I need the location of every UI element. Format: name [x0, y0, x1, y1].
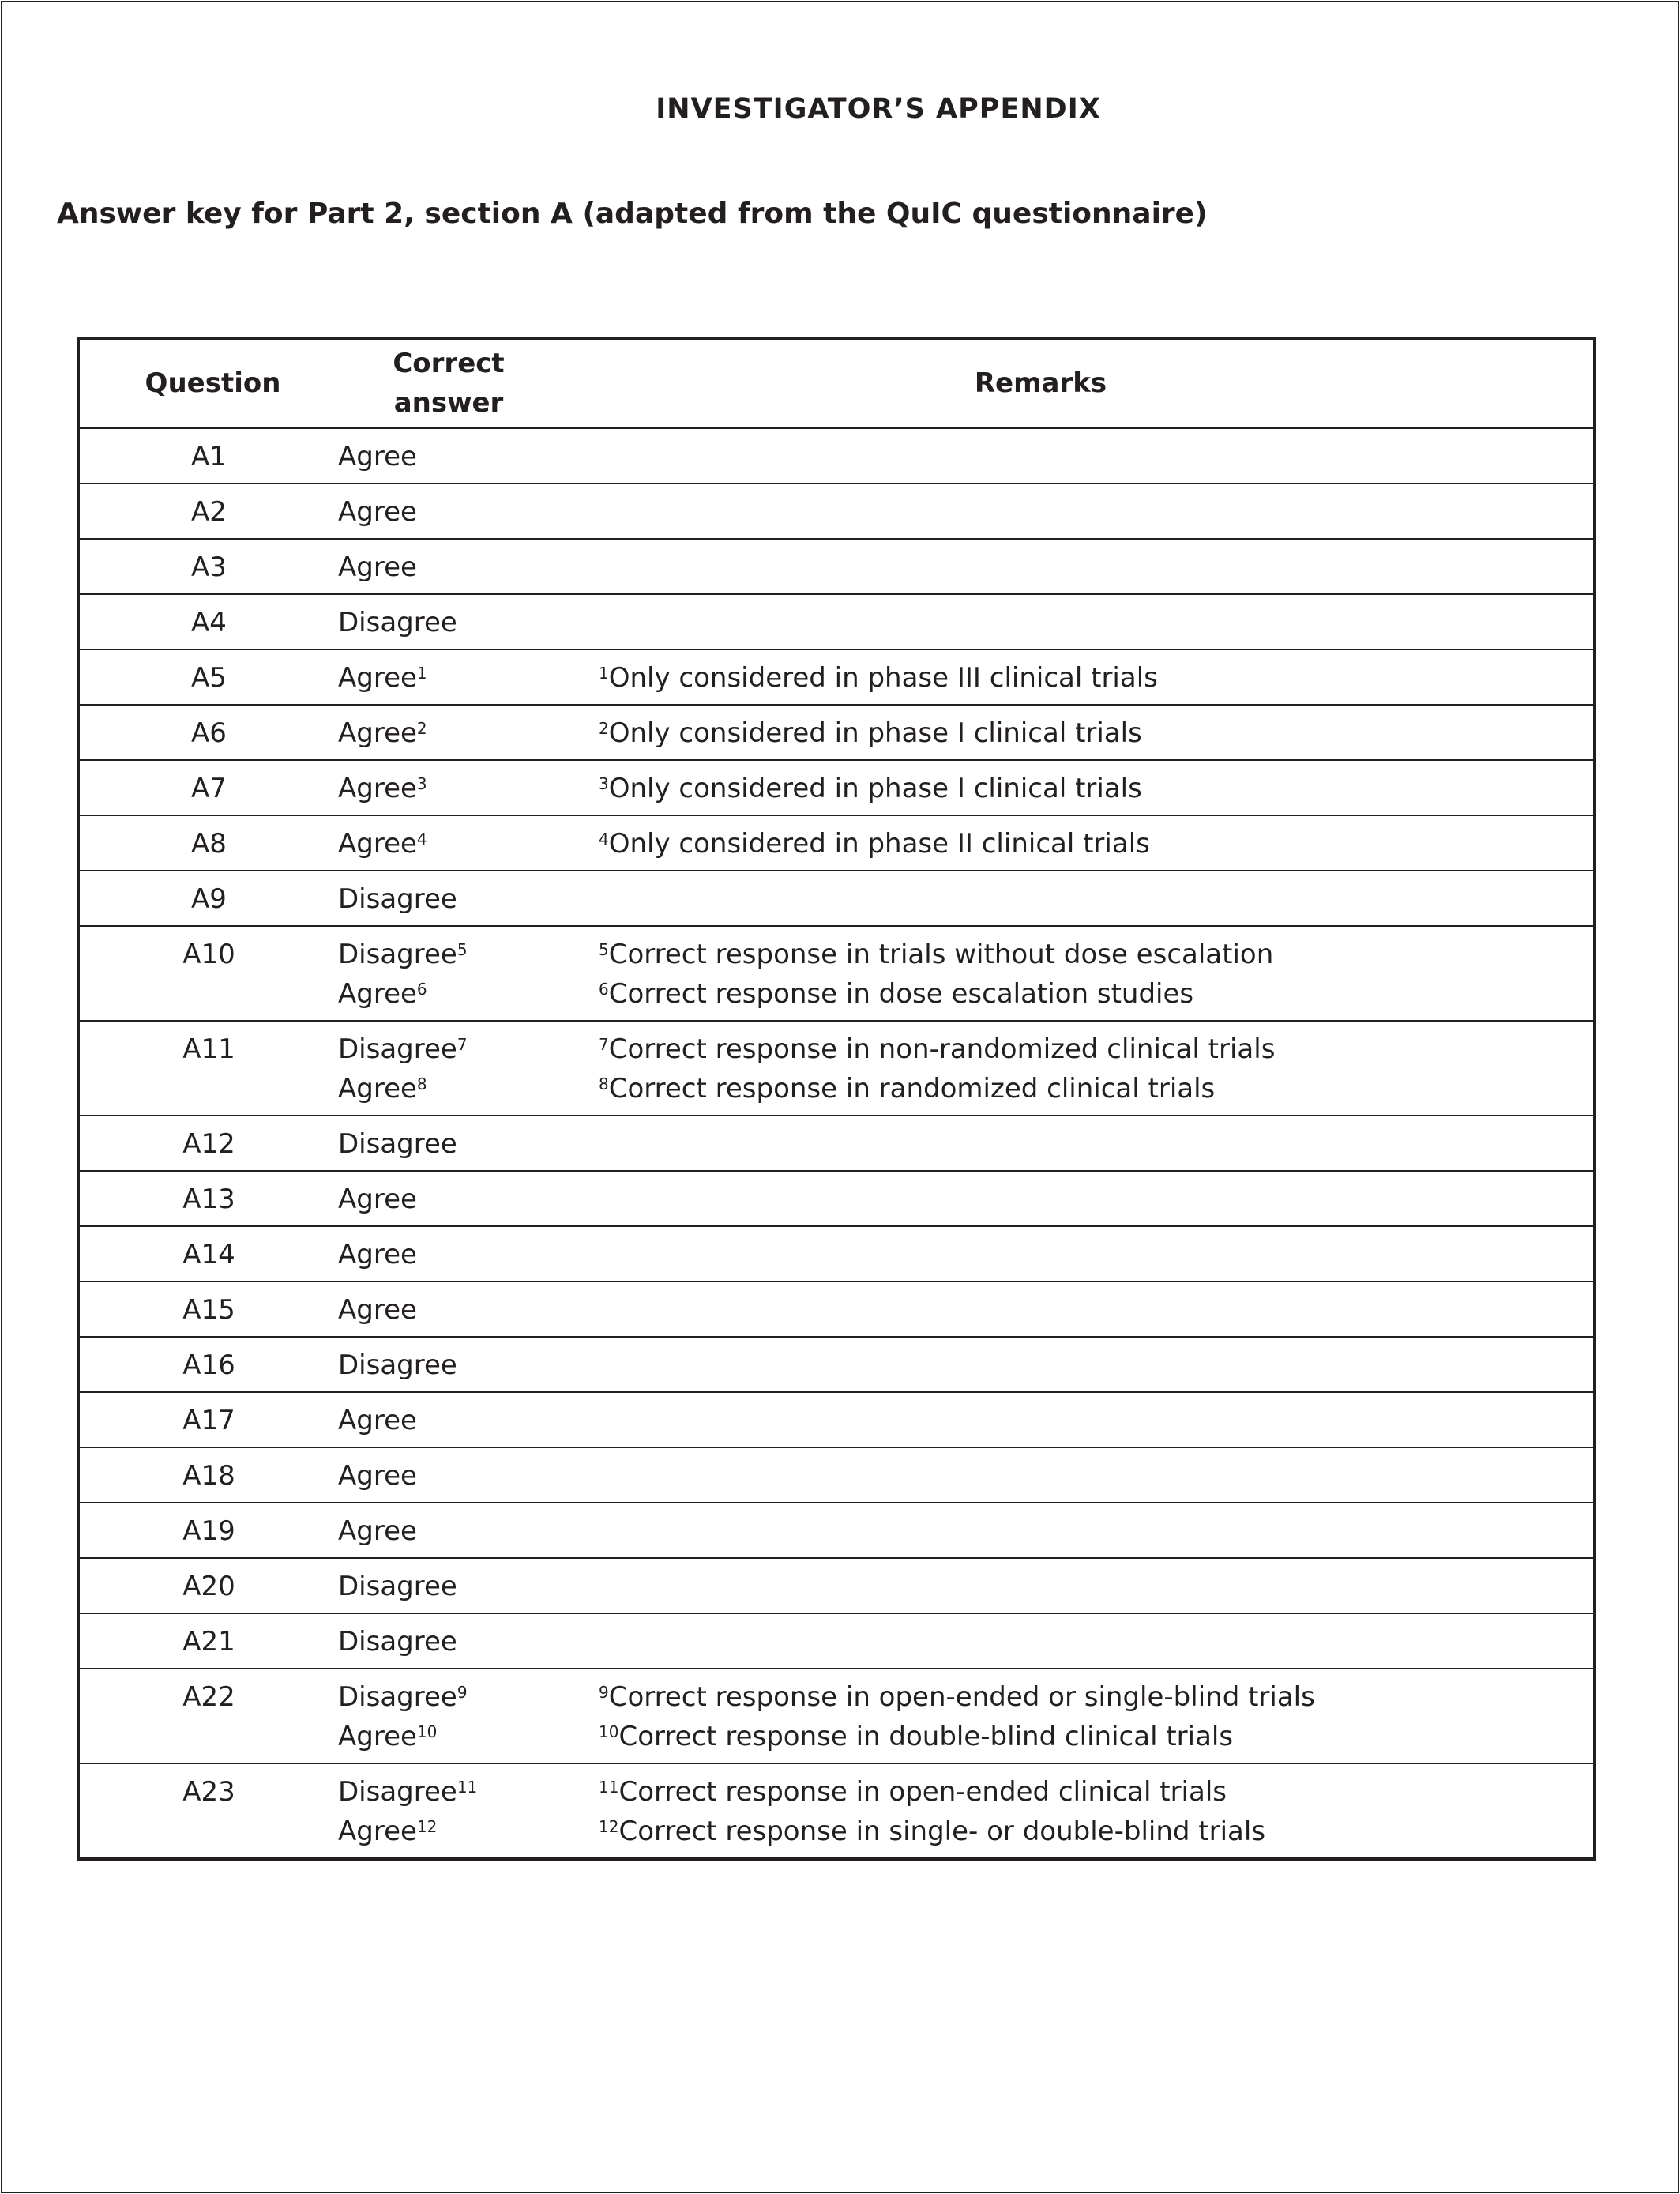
remarks-cell: [599, 1447, 1595, 1503]
table-row: [78, 1392, 1595, 1447]
remarks-cell: [599, 871, 1595, 926]
answer-line: [338, 935, 599, 974]
table-row: [78, 1171, 1595, 1226]
table-row: [78, 539, 1595, 594]
question-cell: A1: [78, 428, 338, 484]
answer-line: [338, 1812, 599, 1851]
question-cell: A15: [78, 1281, 338, 1337]
footnote-marker: 12: [416, 1817, 438, 1836]
answer-text: Agree: [338, 662, 417, 694]
answer-cell: [338, 871, 599, 926]
footnote-marker: 5: [457, 940, 468, 959]
answer-line: [338, 603, 599, 642]
question-cell: A12: [78, 1116, 338, 1171]
remarks-cell: [599, 594, 1595, 649]
question-cell: A4: [78, 594, 338, 649]
footnote-marker: 3: [599, 774, 609, 793]
answer-text: Agree: [338, 1721, 417, 1752]
question-cell: A8: [78, 815, 338, 871]
answer-text: Agree: [338, 496, 417, 528]
remark-text: Correct response in single- or double-blind trials: [618, 1816, 1266, 1847]
remark-text: Only considered in phase I clinical trials: [608, 773, 1142, 804]
answer-line: [338, 1456, 599, 1496]
answer-line: [338, 1511, 599, 1551]
remark-line: [599, 1029, 1593, 1069]
remarks-cell: [599, 760, 1595, 815]
remark-text: Only considered in phase III clinical trials: [608, 662, 1158, 694]
table-row: [78, 1281, 1595, 1337]
remark-text: Correct response in dose escalation studies: [608, 978, 1194, 1010]
footnote-marker: 4: [416, 830, 427, 849]
header-correct-answer: [338, 338, 599, 428]
answer-line: [338, 1772, 599, 1812]
remarks-cell: [599, 1281, 1595, 1337]
remarks-cell: [599, 1613, 1595, 1669]
remarks-cell: [599, 1337, 1595, 1392]
header-remarks: Remarks: [599, 338, 1595, 428]
answer-line: [338, 1677, 599, 1717]
table-row: [78, 484, 1595, 539]
question-cell: A6: [78, 705, 338, 760]
remarks-cell: [599, 539, 1595, 594]
answer-cell: [338, 1281, 599, 1337]
answer-cell: [338, 1763, 599, 1859]
remark-line: [599, 658, 1593, 698]
answer-text: Agree: [338, 1294, 417, 1326]
question-cell: A10: [78, 926, 338, 1021]
remark-line: [599, 1812, 1593, 1851]
question-cell: A22: [78, 1669, 338, 1763]
answer-line: [338, 1345, 599, 1385]
table-row: [78, 815, 1595, 871]
header-question: Question: [78, 338, 338, 428]
table-row: [78, 705, 1595, 760]
answer-line: [338, 437, 599, 476]
question-cell: A21: [78, 1613, 338, 1669]
remark-text: Correct response in randomized clinical trials: [608, 1073, 1216, 1105]
answer-cell: [338, 428, 599, 484]
footnote-marker: 2: [599, 719, 609, 738]
answer-text: Disagree: [338, 939, 457, 970]
answer-cell: [338, 539, 599, 594]
footnote-marker: 7: [599, 1035, 609, 1054]
footnote-marker: 10: [599, 1722, 619, 1741]
answer-line: [338, 1069, 599, 1108]
header-answer-line2: answer: [393, 387, 504, 419]
remarks-cell: [599, 1171, 1595, 1226]
answer-text: Disagree: [338, 1571, 457, 1602]
question-cell: A7: [78, 760, 338, 815]
table-header-row: [78, 338, 1595, 428]
answer-cell: [338, 594, 599, 649]
question-cell: A9: [78, 871, 338, 926]
footnote-marker: 11: [599, 1778, 619, 1797]
remark-line: [599, 1717, 1593, 1756]
footnote-marker: 9: [599, 1683, 609, 1702]
answer-text: Disagree: [338, 1776, 457, 1808]
remarks-cell: [599, 428, 1595, 484]
remarks-cell: [599, 1669, 1595, 1763]
answer-cell: [338, 1669, 599, 1763]
answer-cell: [338, 1337, 599, 1392]
answer-line: [338, 1401, 599, 1440]
answer-text: Agree: [338, 717, 417, 749]
remarks-cell: [599, 1021, 1595, 1116]
answer-line: [338, 548, 599, 587]
question-cell: A2: [78, 484, 338, 539]
answer-line: [338, 492, 599, 532]
answer-cell: [338, 649, 599, 705]
answer-text: Disagree: [338, 1626, 457, 1658]
footnote-marker: 11: [457, 1778, 478, 1797]
question-cell: A19: [78, 1503, 338, 1558]
remark-text: Correct response in open-ended clinical trials: [618, 1776, 1227, 1808]
answer-cell: [338, 1021, 599, 1116]
question-cell: A5: [78, 649, 338, 705]
table-row: [78, 1116, 1595, 1171]
answer-cell: [338, 1613, 599, 1669]
footnote-marker: 7: [457, 1035, 468, 1054]
answer-text: Disagree: [338, 607, 457, 638]
remark-text: Correct response in non-randomized clinical trials: [608, 1033, 1276, 1065]
footnote-marker: 1: [416, 664, 427, 683]
table-row: [78, 1669, 1595, 1763]
remark-line: [599, 1069, 1593, 1108]
answer-cell: [338, 1226, 599, 1281]
question-cell: A3: [78, 539, 338, 594]
footnote-marker: 8: [416, 1074, 427, 1093]
remark-text: Correct response in double-blind clinical trials: [618, 1721, 1234, 1752]
footnote-marker: 10: [416, 1722, 438, 1741]
answer-line: [338, 1622, 599, 1661]
remarks-cell: [599, 1116, 1595, 1171]
answer-text: Agree: [338, 828, 417, 860]
remarks-cell: [599, 705, 1595, 760]
remarks-cell: [599, 1392, 1595, 1447]
footnote-marker: 2: [416, 719, 427, 738]
answer-line: [338, 658, 599, 698]
remarks-cell: [599, 1558, 1595, 1613]
answer-key-table: [77, 337, 1596, 1861]
table-row: [78, 926, 1595, 1021]
remarks-cell: [599, 1503, 1595, 1558]
answer-cell: [338, 1503, 599, 1558]
table-row: [78, 1447, 1595, 1503]
footnote-marker: 1: [599, 664, 609, 683]
remark-line: [599, 824, 1593, 864]
answer-line: [338, 824, 599, 864]
remarks-cell: [599, 649, 1595, 705]
answer-text: Agree: [338, 1073, 417, 1105]
table-row: [78, 1226, 1595, 1281]
table-row: [78, 428, 1595, 484]
footnote-marker: 4: [599, 830, 609, 849]
question-cell: A11: [78, 1021, 338, 1116]
question-cell: A23: [78, 1763, 338, 1859]
answer-cell: [338, 815, 599, 871]
remark-line: [599, 974, 1593, 1014]
remarks-cell: [599, 926, 1595, 1021]
question-cell: A17: [78, 1392, 338, 1447]
answer-text: Agree: [338, 773, 417, 804]
page-title: INVESTIGATOR’S APPENDIX: [656, 93, 1101, 125]
question-cell: A20: [78, 1558, 338, 1613]
table-row: [78, 1337, 1595, 1392]
answer-line: [338, 1567, 599, 1606]
remark-text: Correct response in open-ended or single-blind trials: [608, 1681, 1315, 1713]
table-row: [78, 760, 1595, 815]
answer-text: Agree: [338, 978, 417, 1010]
question-cell: A14: [78, 1226, 338, 1281]
remark-text: Correct response in trials without dose escalation: [608, 939, 1274, 970]
answer-text: Agree: [338, 1816, 417, 1847]
table-row: [78, 594, 1595, 649]
footnote-marker: 12: [599, 1817, 619, 1836]
answer-cell: [338, 1116, 599, 1171]
table-row: [78, 1558, 1595, 1613]
footnote-marker: 6: [599, 980, 609, 999]
remark-line: [599, 1772, 1593, 1812]
question-cell: A16: [78, 1337, 338, 1392]
answer-text: Agree: [338, 441, 417, 472]
remark-line: [599, 935, 1593, 974]
answer-line: [338, 713, 599, 753]
remarks-cell: [599, 484, 1595, 539]
answer-text: Disagree: [338, 1128, 457, 1160]
remark-line: [599, 1677, 1593, 1717]
remark-text: Only considered in phase II clinical trials: [608, 828, 1150, 860]
table-row: [78, 1503, 1595, 1558]
remarks-cell: [599, 815, 1595, 871]
answer-line: [338, 1029, 599, 1069]
answer-cell: [338, 926, 599, 1021]
answer-cell: [338, 1392, 599, 1447]
question-cell: A18: [78, 1447, 338, 1503]
answer-cell: [338, 1171, 599, 1226]
footnote-marker: 6: [416, 980, 427, 999]
footnote-marker: 9: [457, 1683, 468, 1702]
answer-text: Agree: [338, 1184, 417, 1215]
answer-text: Disagree: [338, 883, 457, 915]
table-row: [78, 649, 1595, 705]
answer-line: [338, 1290, 599, 1330]
answer-line: [338, 1717, 599, 1756]
header-answer-line1: Correct: [393, 348, 505, 379]
remark-line: [599, 769, 1593, 808]
answer-text: Agree: [338, 1239, 417, 1270]
remarks-cell: [599, 1763, 1595, 1859]
table-row: [78, 1613, 1595, 1669]
footnote-marker: 5: [599, 940, 609, 959]
answer-cell: [338, 1558, 599, 1613]
footnote-marker: 8: [599, 1074, 609, 1093]
answer-text: Disagree: [338, 1349, 457, 1381]
table-row: [78, 871, 1595, 926]
answer-line: [338, 769, 599, 808]
answer-line: [338, 974, 599, 1014]
answer-cell: [338, 705, 599, 760]
answer-line: [338, 879, 599, 919]
answer-text: Agree: [338, 551, 417, 583]
table-row: [78, 1021, 1595, 1116]
table-row: [78, 1763, 1595, 1859]
section-subtitle: Answer key for Part 2, section A (adapted from the QuIC questionnaire): [57, 198, 1208, 230]
answer-cell: [338, 484, 599, 539]
question-cell: A13: [78, 1171, 338, 1226]
remark-line: [599, 713, 1593, 753]
answer-text: Disagree: [338, 1033, 457, 1065]
footnote-marker: 3: [416, 774, 427, 793]
answer-text: Disagree: [338, 1681, 457, 1713]
answer-text: Agree: [338, 1460, 417, 1492]
answer-line: [338, 1124, 599, 1164]
answer-text: Agree: [338, 1405, 417, 1436]
remark-text: Only considered in phase I clinical trials: [608, 717, 1142, 749]
remarks-cell: [599, 1226, 1595, 1281]
answer-text: Agree: [338, 1515, 417, 1547]
answer-cell: [338, 1447, 599, 1503]
answer-line: [338, 1235, 599, 1274]
answer-line: [338, 1180, 599, 1219]
answer-cell: [338, 760, 599, 815]
